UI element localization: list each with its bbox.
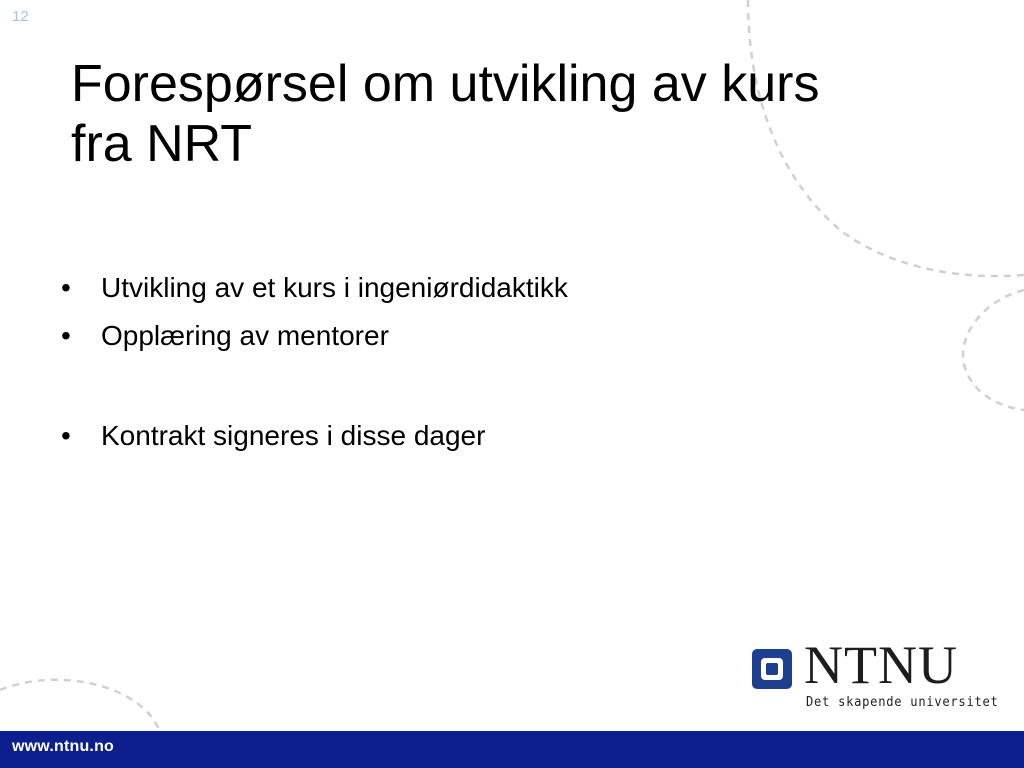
- ntnu-logo-mark-icon: [752, 649, 792, 689]
- bullet-marker: •: [61, 272, 71, 303]
- bullet-list: [61, 264, 761, 460]
- bullet-text: Utvikling av et kurs i ingeniørdidaktikk: [101, 272, 568, 303]
- ntnu-logo: [752, 635, 999, 716]
- bullet-text: Kontrakt signeres i disse dager: [101, 420, 486, 451]
- logo-tagline: Det skapende universitet: [806, 695, 999, 710]
- bullet-item: [61, 312, 761, 360]
- footer-url: www.ntnu.no: [12, 738, 115, 755]
- bullet-marker: •: [61, 420, 71, 451]
- logo-wordmark: NTNU: [804, 635, 958, 695]
- bullet-marker: •: [61, 320, 71, 351]
- slide-number: 12: [12, 8, 29, 25]
- bullet-item: [61, 412, 761, 460]
- bullet-text: Opplæring av mentorer: [101, 320, 389, 351]
- bullet-item: [61, 264, 761, 312]
- slide-title: Forespørsel om utvikling av kurs fra NRT: [71, 55, 820, 173]
- arc-right-middle: [963, 290, 1024, 410]
- footer-bar: [0, 731, 1024, 768]
